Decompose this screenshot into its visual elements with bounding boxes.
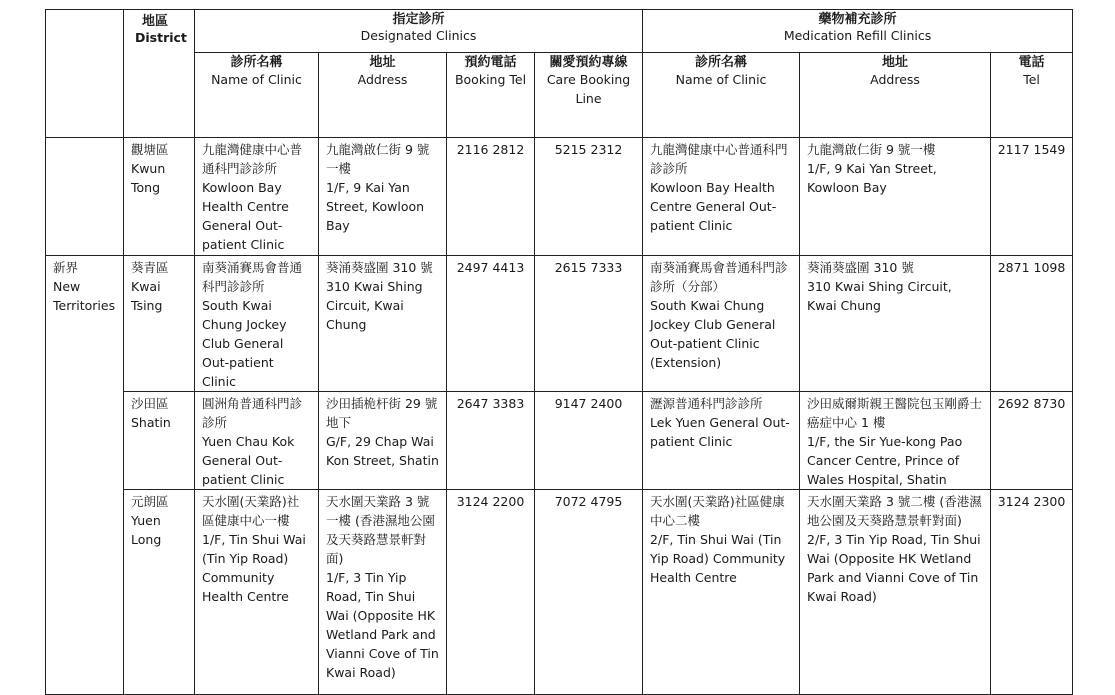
refill-address-header (800, 53, 991, 138)
refill-clinic-zh: 瀝源普通科門診診所 (650, 396, 763, 411)
address-cell (319, 256, 447, 392)
region-cell-empty (46, 138, 124, 256)
district-cell (124, 138, 195, 256)
refill-address-en: 1/F, 9 Kai Yan Street, Kowloon Bay (807, 161, 937, 195)
refill-clinic-cell (643, 392, 800, 490)
clinic-name-en: South Kwai Chung Jockey Club General Out-patient Clinic (202, 298, 287, 389)
address-header-zh: 地址 (369, 55, 396, 70)
care-line-cell: 9147 2400 (535, 392, 643, 490)
care-booking-header (535, 53, 643, 138)
region-zh: 新界 (53, 260, 79, 275)
refill-clinic-en: South Kwai Chung Jockey Club General Out-patient Clinic (Extension) (650, 298, 776, 370)
address-zh: 九龍灣啟仁街 9 號一樓 (326, 142, 430, 176)
refill-address-cell (800, 392, 991, 490)
booking-tel-header (447, 53, 535, 138)
refill-tel-cell: 2871 1098 (991, 256, 1073, 392)
booking-tel-header-en: Booking Tel (454, 72, 527, 87)
refill-clinic-zh: 南葵涌賽馬會普通科門診診所（分部） (650, 260, 788, 294)
refill-tel-cell: 2117 1549 (991, 138, 1073, 256)
address-en: 1/F, 9 Kai Yan Street, Kowloon Bay (326, 180, 425, 233)
refill-address-en: 2/F, 3 Tin Yip Road, Tin Shui Wai (Opposite HK Wetland Park and Vianni Cove of Tin Kwai Road) (807, 532, 981, 604)
region-header-cell (46, 10, 124, 138)
refill-clinic-name-header-zh: 診所名稱 (695, 55, 748, 70)
booking-tel-cell: 2497 4413 (447, 256, 535, 392)
refill-address-cell (800, 138, 991, 256)
district-zh: 沙田區 (131, 396, 169, 411)
tel-header (991, 53, 1073, 138)
refill-clinic-cell (643, 490, 800, 695)
clinic-name-en: 1/F, Tin Shui Wai (Tin Yip Road) Community Health Centre (202, 532, 306, 604)
designated-clinics-header (195, 10, 643, 53)
refill-address-en: 310 Kwai Shing Circuit, Kwai Chung (807, 279, 952, 313)
refill-address-zh: 九龍灣啟仁街 9 號一樓 (807, 142, 936, 157)
clinic-name-header-en: Name of Clinic (211, 72, 302, 87)
booking-tel-cell: 2647 3383 (447, 392, 535, 490)
table-row (46, 256, 1073, 392)
address-en: 310 Kwai Shing Circuit, Kwai Chung (326, 279, 423, 332)
region-cell (46, 256, 124, 695)
designated-header-en: Designated Clinics (360, 28, 477, 43)
district-header-zh: 地區 (142, 14, 169, 29)
clinic-name-header-zh: 診所名稱 (230, 55, 283, 70)
care-booking-header-en: Care Booking Line (546, 72, 631, 106)
district-zh: 觀塘區 (131, 142, 169, 157)
district-zh: 元朗區 (131, 494, 169, 509)
clinic-name-zh: 南葵涌賽馬會普通科門診診所 (202, 260, 303, 294)
district-cell (124, 256, 195, 392)
district-cell (124, 392, 195, 490)
district-en: Yuen Long (131, 513, 162, 547)
address-en: 1/F, 3 Tin Yip Road, Tin Shui Wai (Opposite HK Wetland Park and Vianni Cove of Tin Kwai Road) (326, 570, 439, 680)
booking-tel-cell: 3124 2200 (447, 490, 535, 695)
refill-clinic-cell (643, 138, 800, 256)
refill-tel-cell: 2692 8730 (991, 392, 1073, 490)
refill-address-cell (800, 490, 991, 695)
care-booking-header-zh: 關愛預約專線 (549, 55, 628, 70)
address-header-en: Address (357, 72, 408, 87)
designated-header-zh: 指定診所 (392, 12, 445, 27)
refill-address-zh: 葵涌葵盛圍 310 號 (807, 260, 914, 275)
refill-address-zh: 天水圍天業路 3 號二樓 (香港濕地公園及天葵路慧景軒對面) (807, 494, 982, 528)
refill-clinic-en: Kowloon Bay Health Centre General Out-patient Clinic (650, 180, 777, 233)
refill-address-zh: 沙田威爾斯親王醫院包玉剛爵士癌症中心 1 樓 (807, 396, 983, 430)
booking-tel-header-zh: 預約電話 (464, 55, 517, 70)
booking-tel-cell: 2116 2812 (447, 138, 535, 256)
care-line-cell: 2615 7333 (535, 256, 643, 392)
district-header (124, 10, 195, 138)
district-en: Shatin (131, 415, 171, 430)
clinic-name-zh: 九龍灣健康中心普通科門診診所 (202, 142, 303, 176)
clinic-cell (195, 392, 319, 490)
clinic-cell (195, 138, 319, 256)
tel-header-en: Tel (1023, 72, 1040, 87)
address-cell (319, 138, 447, 256)
region-en: New Territories (53, 279, 116, 313)
care-line-cell: 7072 4795 (535, 490, 643, 695)
address-zh: 天水圍天業路 3 號一樓 (香港濕地公園及天葵路慧景軒對面) (326, 494, 435, 566)
refill-address-header-zh: 地址 (882, 55, 909, 70)
refill-clinic-zh: 天水圍(天業路)社區健康中心二樓 (650, 494, 785, 528)
table-row (46, 490, 1073, 695)
clinic-name-header (195, 53, 319, 138)
refill-tel-cell: 3124 2300 (991, 490, 1073, 695)
refill-clinic-cell (643, 256, 800, 392)
district-en: Kwun Tong (131, 161, 166, 195)
clinic-cell (195, 256, 319, 392)
address-cell (319, 392, 447, 490)
district-cell (124, 490, 195, 695)
address-header (319, 53, 447, 138)
district-header-en: District (135, 30, 187, 45)
refill-clinic-zh: 九龍灣健康中心普通科門診診所 (650, 142, 788, 176)
clinic-name-en: Yuen Chau Kok General Out-patient Clinic (202, 434, 295, 487)
district-zh: 葵青區 (131, 260, 169, 275)
table-row (46, 392, 1073, 490)
address-zh: 沙田插桅杆街 29 號地下 (326, 396, 438, 430)
clinic-name-zh: 天水圍(天業路)社區健康中心一樓 (202, 494, 300, 528)
address-cell (319, 490, 447, 695)
refill-clinic-name-header-en: Name of Clinic (675, 72, 767, 87)
refill-clinic-name-header (643, 53, 800, 138)
address-zh: 葵涌葵盛圍 310 號 (326, 260, 433, 275)
table-row (46, 138, 1073, 256)
refill-address-en: 1/F, the Sir Yue-kong Pao Cancer Centre, Prince of Wales Hospital, Shatin (807, 434, 963, 487)
clinic-name-zh: 圓洲角普通科門診診所 (202, 396, 303, 430)
clinic-cell (195, 490, 319, 695)
clinic-table (45, 9, 1073, 695)
tel-header-zh: 電話 (1018, 55, 1045, 70)
refill-header-en: Medication Refill Clinics (783, 28, 932, 43)
district-en: Kwai Tsing (131, 279, 163, 313)
refill-header-zh: 藥物補充診所 (818, 12, 897, 27)
address-en: G/F, 29 Chap Wai Kon Street, Shatin (326, 434, 439, 468)
refill-clinics-header (643, 10, 1073, 53)
refill-address-cell (800, 256, 991, 392)
refill-clinic-en: 2/F, Tin Shui Wai (Tin Yip Road) Community Health Centre (650, 532, 786, 585)
clinic-name-en: Kowloon Bay Health Centre General Out-patient Clinic (202, 180, 289, 252)
refill-address-header-en: Address (870, 72, 920, 87)
care-line-cell: 5215 2312 (535, 138, 643, 256)
refill-clinic-en: Lek Yuen General Out-patient Clinic (650, 415, 790, 449)
